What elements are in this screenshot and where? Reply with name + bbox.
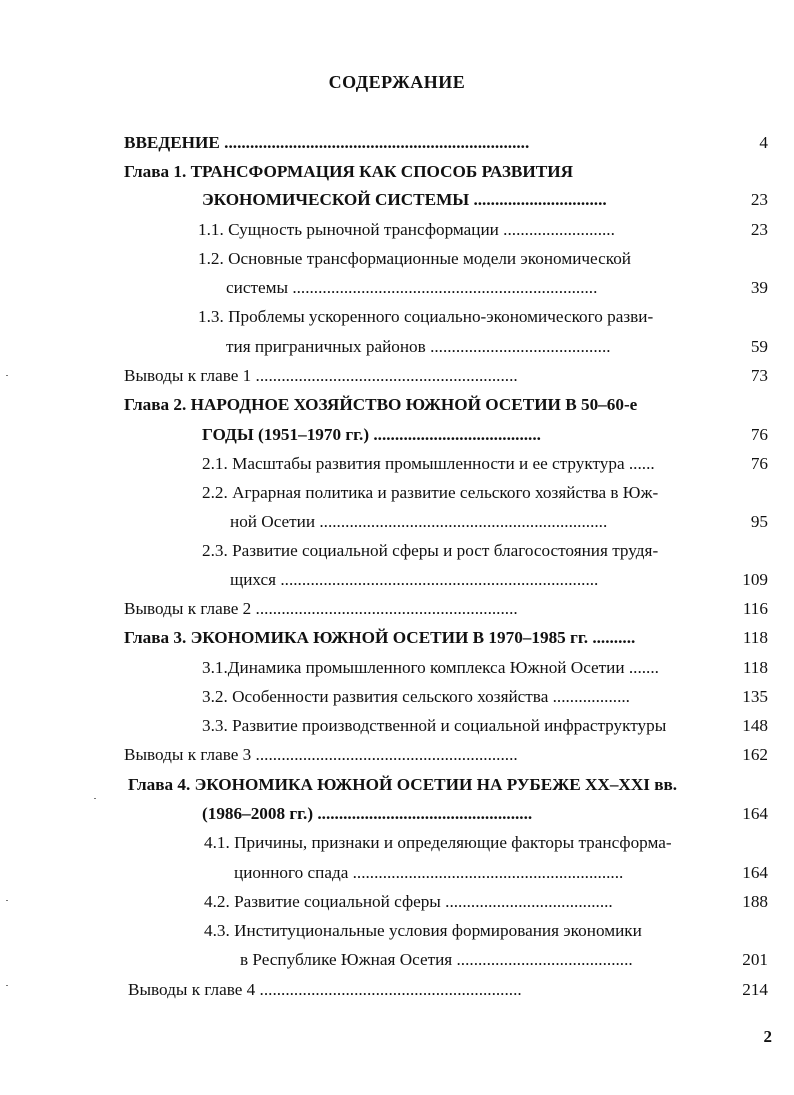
toc-entry-conclusions-2[interactable]: Выводы к главе 2 ............................................................. <box>124 599 518 618</box>
scan-speck <box>6 900 8 901</box>
toc-entry-section-1-2-cont[interactable]: системы ....................................................................... <box>226 278 598 297</box>
toc-page-number: 135 <box>742 687 768 706</box>
toc-entry-section-2-2[interactable]: 2.2. Аграрная политика и развитие сельского хозяйства в Юж- <box>202 483 659 502</box>
toc-page-number: 164 <box>742 804 768 823</box>
toc-entry-section-2-3-cont[interactable]: щихся .......................................................................... <box>230 570 599 589</box>
toc-entry-conclusions-3[interactable]: Выводы к главе 3 ............................................................. <box>124 745 518 764</box>
page-title: СОДЕРЖАНИЕ <box>328 72 466 92</box>
toc-entry-section-3-3[interactable]: 3.3. Развитие производственной и социальной инфраструктуры <box>202 716 667 735</box>
toc-page-number: 73 <box>750 366 768 385</box>
toc-page-number: 116 <box>742 599 768 618</box>
toc-entry-section-1-2[interactable]: 1.2. Основные трансформационные модели экономической <box>198 249 631 268</box>
toc-entry-section-4-1[interactable]: 4.1. Причины, признаки и определяющие факторы трансформа- <box>204 833 672 852</box>
toc-page-number: 188 <box>742 892 768 911</box>
toc-page-number: 164 <box>742 863 768 882</box>
toc-page-number: 95 <box>750 512 768 531</box>
toc-page-number: 4 <box>759 133 768 152</box>
toc-page-number: 214 <box>742 980 768 999</box>
toc-entry-section-1-1[interactable]: 1.1. Сущность рыночной трансформации .......................... <box>198 220 615 239</box>
page-number: 2 <box>763 1027 772 1046</box>
toc-page-number: 76 <box>750 454 768 473</box>
toc-entry-chapter-3[interactable]: Глава 3. ЭКОНОМИКА ЮЖНОЙ ОСЕТИИ В 1970–1985 гг. .......... <box>124 628 636 647</box>
toc-entry-section-4-1-cont[interactable]: ционного спада ............................................................... <box>234 863 624 882</box>
toc-page-number: 76 <box>750 425 768 444</box>
toc-page-number: 162 <box>742 745 768 764</box>
toc-entry-section-2-1[interactable]: 2.1. Масштабы развития промышленности и ее структура ...... <box>202 454 655 473</box>
scan-speck <box>94 798 96 799</box>
toc-entry-section-3-2[interactable]: 3.2. Особенности развития сельского хозяйства .................. <box>202 687 630 706</box>
toc-page-number: 118 <box>742 658 768 677</box>
toc-page-number: 39 <box>750 278 768 297</box>
toc-entry-section-3-1[interactable]: 3.1.Динамика промышленного комплекса Южной Осетии ....... <box>202 658 659 677</box>
toc-page-number: 148 <box>742 716 768 735</box>
toc-page-number: 118 <box>742 628 768 647</box>
toc-entry-section-2-2-cont[interactable]: ной Осетии ................................................................... <box>230 512 608 531</box>
scan-speck <box>6 985 8 986</box>
scan-speck <box>6 375 8 376</box>
toc-page-number: 201 <box>742 950 768 969</box>
toc-entry-chapter-4[interactable]: Глава 4. ЭКОНОМИКА ЮЖНОЙ ОСЕТИИ НА РУБЕЖЕ XX–XXI вв. <box>128 775 678 794</box>
toc-entry-section-2-3[interactable]: 2.3. Развитие социальной сферы и рост благосостояния трудя- <box>202 541 659 560</box>
toc-entry-conclusions-4[interactable]: Выводы к главе 4 ............................................................. <box>128 980 522 999</box>
toc-entry-section-4-3[interactable]: 4.3. Институциональные условия формирования экономики <box>204 921 642 940</box>
toc-page-number: 23 <box>750 190 768 209</box>
toc-entry-chapter-1[interactable]: Глава 1. ТРАНСФОРМАЦИЯ КАК СПОСОБ РАЗВИТИЯ <box>124 162 574 181</box>
toc-page-number: 59 <box>750 337 768 356</box>
toc-entry-conclusions-1[interactable]: Выводы к главе 1 ............................................................. <box>124 366 518 385</box>
toc-page-number: 109 <box>742 570 768 589</box>
toc-entry-section-1-3-cont[interactable]: тия приграничных районов .......................................... <box>226 337 611 356</box>
toc-entry-chapter-2[interactable]: Глава 2. НАРОДНОЕ ХОЗЯЙСТВО ЮЖНОЙ ОСЕТИИ В 50–60-е <box>124 395 638 414</box>
toc-entry-section-4-2[interactable]: 4.2. Развитие социальной сферы ....................................... <box>204 892 613 911</box>
toc-page-number: 23 <box>750 220 768 239</box>
toc-entry-chapter-4-cont[interactable]: (1986–2008 гг.) .................................................. <box>202 804 533 823</box>
toc-entry-section-4-3-cont[interactable]: в Республике Южная Осетия ......................................... <box>240 950 633 969</box>
toc-entry-chapter-2-cont[interactable]: ГОДЫ (1951–1970 гг.) ....................................... <box>202 425 541 444</box>
toc-entry-section-1-3[interactable]: 1.3. Проблемы ускоренного социально-экономического разви- <box>198 307 654 326</box>
toc-entry-chapter-1-cont[interactable]: ЭКОНОМИЧЕСКОЙ СИСТЕМЫ ............................... <box>202 190 607 209</box>
toc-entry-introduction[interactable]: ВВЕДЕНИЕ ....................................................................... <box>124 133 530 152</box>
